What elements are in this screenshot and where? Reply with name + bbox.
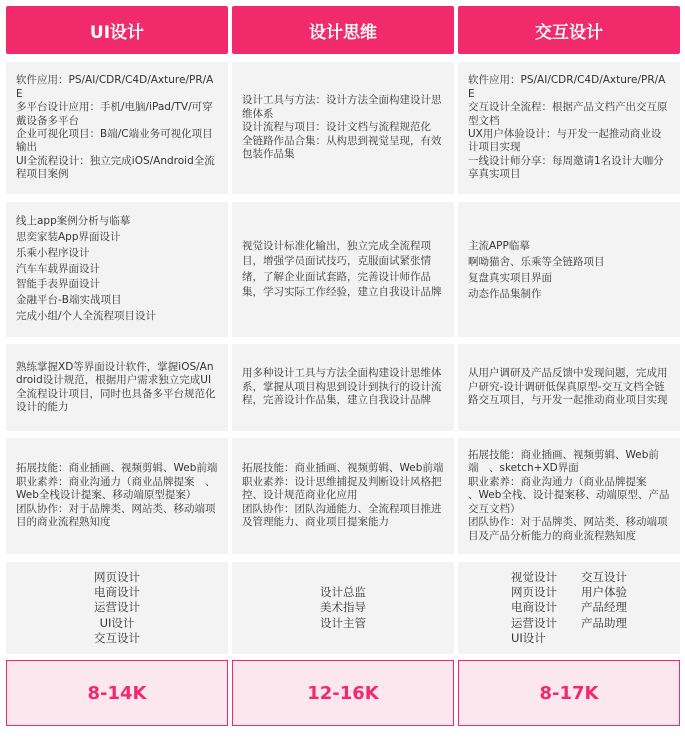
cell-line: 线上app案例分析与临摹: [16, 215, 131, 228]
cell-line: 动态作品集制作: [468, 287, 542, 300]
cell-line: 团队协作：团队沟通能力、全流程项目推进及管理能力、商业项目提案能力: [242, 502, 442, 529]
goals-cell: [232, 344, 454, 431]
cell-line: 多平台设计应用：手机/电脑/iPad/TV/可穿戴设备多平台: [16, 101, 213, 127]
job-title: 视觉设计: [511, 569, 557, 584]
cell-line: 拓展技能：商业插画、视频剪辑、Web前端: [16, 462, 218, 475]
cell-line: 拓展技能：商业插画、视频剪辑、Web前端: [242, 462, 444, 475]
cell-line: UX用户体验设计：与开发一起推动商业设计项目实现: [468, 128, 662, 154]
jobs-cell: [458, 562, 680, 654]
job-title: UI设计: [99, 615, 135, 630]
cell-line: 完成小组/个人全流程项目设计: [16, 309, 157, 322]
job-title: 交互设计: [581, 569, 627, 584]
job-title: 交互设计: [94, 630, 140, 645]
goals-cell: [6, 344, 228, 431]
jobs-cell: [232, 562, 454, 654]
content-cell: [458, 202, 680, 337]
cell-line: 用多种设计工具与方法全面构建设计思维体系，掌握从项目构思到设计到执行的设计流程，完善设计作品集，建立自我设计品牌: [242, 367, 442, 407]
software-cell: [232, 62, 454, 194]
cell-line: 拓展技能：商业插画、视频剪辑、Web前端 、sketch+XD界面: [468, 449, 659, 475]
job-title: UI设计: [511, 630, 546, 645]
job-title: 产品经理: [581, 600, 627, 615]
cell-line: 汽车车载界面设计: [16, 262, 100, 275]
software-cell: [6, 62, 228, 194]
job-title: 运营设计: [94, 600, 140, 615]
job-title: 网页设计: [511, 585, 557, 600]
cell-line: 软件应用：PS/AI/CDR/C4D/Axture/PR/AE: [468, 74, 666, 100]
cell-line: 复盘真实项目界面: [468, 271, 552, 284]
column-header: 交互设计: [458, 6, 680, 54]
cell-line: 思奕家装App界面设计: [16, 231, 121, 243]
salary-box: 8-14K: [6, 660, 228, 726]
job-title: 网页设计: [94, 569, 140, 584]
job-title: 设计主管: [320, 615, 366, 630]
cell-line: 熟练掌握XD等界面设计软件，掌握iOS/Android设计规范，根据用户需求独立完成UI全流程设计项目，同时也具备多平台规范化设计的能力: [16, 360, 216, 413]
cell-line: 团队协作：对于品牌类、网站类、移动端项目及产品分析能力的商业流程熟知度: [468, 516, 668, 542]
cell-line: 职业素养：设计思维捕捉及判断设计风格把控、设计规范商业化应用: [242, 475, 442, 502]
cell-line: 从用户调研及产品反馈中发现问题，完成用户研究-设计调研低保真原型-交互文档全链路交互项目，与开发一起推动商业项目实现: [468, 367, 668, 407]
job-title: 产品助理: [581, 615, 627, 630]
cell-line: 啊呦猫舍、乐乘等全链路项目: [468, 255, 605, 268]
cell-line: 设计工具与方法：设计方法全面构建设计思维体系: [242, 94, 442, 120]
job-title: 运营设计: [511, 615, 557, 630]
jobs-cell: [6, 562, 228, 654]
cell-line: 企业可视化项目：B端/C端业务可视化项目输出: [16, 128, 213, 154]
cell-line: 一线设计师分享：每周邀请1名设计大咖分享真实项目: [468, 154, 664, 181]
column-header: 设计思维: [232, 6, 454, 54]
salary-box: 12-16K: [232, 660, 454, 726]
cell-line: UI全流程设计：独立完成iOS/Android全流程项目案例: [16, 154, 215, 181]
cell-line: 团队协作：对于品牌类、网站类、移动端项目的商业流程熟知度: [16, 502, 216, 529]
cell-line: 主流APP临摹: [468, 239, 530, 252]
cell-line: 交互设计全流程：根据产品文档产出交互原型文档: [468, 101, 668, 127]
skills-cell: [6, 438, 228, 554]
skills-cell: [232, 438, 454, 554]
salary-box: 8-17K: [458, 660, 680, 726]
job-title: 美术指导: [320, 600, 366, 615]
column-header: UI设计: [6, 6, 228, 54]
cell-line: 视觉设计标准化输出，独立完成全流程项目，增强学员面试技巧，克服面试紧张情绪，了解企业面试套路，完善设计师作品集，学习实际工作经验，建立自我设计品牌: [242, 239, 442, 298]
cell-line: 职业素养：商业沟通力（商业品牌提案 、Web全栈设计提案、移动端原型提案）: [16, 475, 216, 502]
job-title: 电商设计: [511, 600, 557, 615]
cell-line: 设计流程与项目：设计文档与流程规范化: [242, 121, 431, 134]
goals-cell: [458, 344, 680, 431]
cell-line: 全链路作品合集：从构思到视觉呈现，有效包装作品集: [242, 134, 442, 161]
cell-line: 金融平台-B端实战项目: [16, 294, 122, 307]
software-cell: [458, 62, 680, 194]
job-title: 用户体验: [581, 585, 627, 600]
content-cell: [6, 202, 228, 337]
cell-line: 职业素养：商业沟通力（商业品牌提案 、Web全栈、设计提案移、动端原型、产品交互文档）: [468, 475, 670, 515]
cell-line: 智能手表界面设计: [16, 278, 100, 291]
content-cell: [232, 202, 454, 337]
job-title: 电商设计: [94, 585, 140, 600]
cell-line: 软件应用：PS/AI/CDR/C4D/Axture/PR/AE: [16, 74, 214, 100]
job-title: 设计总监: [320, 585, 366, 600]
skills-cell: [458, 438, 680, 554]
cell-line: 乐乘小程序设计: [16, 246, 90, 259]
